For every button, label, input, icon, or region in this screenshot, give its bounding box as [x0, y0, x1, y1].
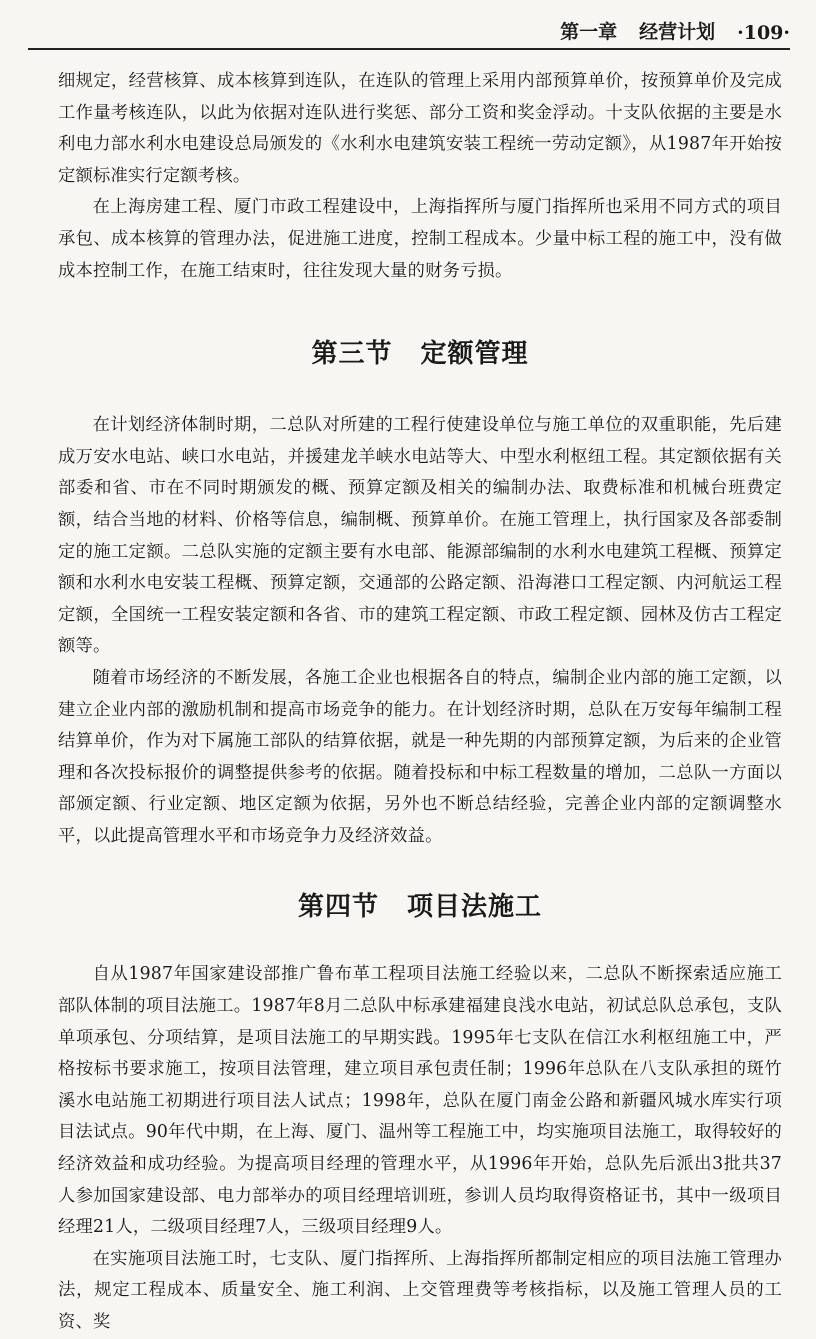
- page-number: ·109·: [737, 22, 790, 44]
- running-header: [28, 14, 790, 50]
- page-body: [58, 66, 782, 1339]
- paragraph: 在上海房建工程、厦门市政工程建设中，上海指挥所与厦门指挥所也采用不同方式的项目承包、成本核算的管理办法，促进施工进度，控制工程成本。少量中标工程的施工中，没有做成本控制工作，在施工结束时，往往发现大量的财务亏损。: [58, 197, 782, 281]
- chapter-label: 第一章: [560, 21, 618, 43]
- section-title: 定额管理: [420, 339, 529, 370]
- section-heading: [58, 886, 782, 923]
- section-label: 第三节: [311, 339, 393, 370]
- chapter-title: 经营计划: [639, 21, 716, 43]
- section-heading: [58, 333, 782, 370]
- paragraph: 在实施项目法施工时，七支队、厦门指挥所、上海指挥所都制定相应的项目法施工管理办法，规定工程成本、质量安全、施工利润、上交管理费等考核指标，以及施工管理人员的工资、奖: [58, 1248, 782, 1332]
- paragraph: 随着市场经济的不断发展，各施工企业也根据各自的特点，编制企业内部的施工定额，以建立企业内部的激励机制和提高市场竞争的能力。在计划经济时期，总队在万安每年编制工程结算单价，作为对下属施工部队的结算依据，就是一种先期的内部预算定额，为后来的企业管理和各次投标报价的调整提供参考的依据。随着投标和中标工程数量的增加，二总队一方面以部颁定额、行业定额、地区定额为依据，另外也不断总结经验，完善企业内部的定额调整水平，以此提高管理水平和市场竞争力及经济效益。: [58, 667, 782, 846]
- paragraph: 细规定，经营核算、成本核算到连队，在连队的管理上采用内部预算单价，按预算单价及完成工作量考核连队，以此为依据对连队进行奖惩、部分工资和奖金浮动。十支队依据的主要是水利电力部水利水电建设总局颁发的《水利水电建筑安装工程统一劳动定额》，从1987年开始按定额标准实行定额考核。: [58, 71, 782, 186]
- paragraph: 自从1987年国家建设部推广鲁布革工程项目法施工经验以来，二总队不断探索适应施工部队体制的项目法施工。1987年8月二总队中标承建福建良浅水电站，初试总队总承包，支队单项承包、分项结算，是项目法施工的早期实践。1995年七支队在信江水利枢纽施工中，严格按标书要求施工，按项目法管理，建立项目承包责任制；1996年总队在八支队承担的斑竹溪水电站施工初期进行项目法人试点；1998年，总队在厦门南金公路和新疆风城水库实行项目法试点。90年代中期，在上海、厦门、温州等工程施工中，均实施项目法施工，取得较好的经济效益和成功经验。为提高项目经理的管理水平，从1996年开始，总队先后派出3批共37人参加国家建设部、电力部举办的项目经理培训班，参训人员均取得资格证书，其中一级项目经理21人，二级项目经理7人，三级项目经理9人。: [58, 964, 782, 1238]
- section-title: 项目法施工: [407, 892, 543, 923]
- paragraph: 在计划经济体制时期，二总队对所建的工程行使建设单位与施工单位的双重职能，先后建成万安水电站、峡口水电站，并援建龙羊峡水电站等大、中型水利枢纽工程。其定额依据有关部委和省、市在不同时期颁发的概、预算定额及相关的编制办法、取费标准和机械台班费定额，结合当地的材料、价格等信息，编制概、预算单价。在施工管理上，执行国家及各部委制定的施工定额。二总队实施的定额主要有水电部、能源部编制的水利水电建筑工程概、预算定额和水利水电安装工程概、预算定额，交通部的公路定额、沿海港口工程定额、内河航运工程定额，全国统一工程安装定额和各省、市的建筑工程定额、市政工程定额、园林及仿古工程定额等。: [58, 415, 782, 657]
- section-label: 第四节: [297, 892, 379, 923]
